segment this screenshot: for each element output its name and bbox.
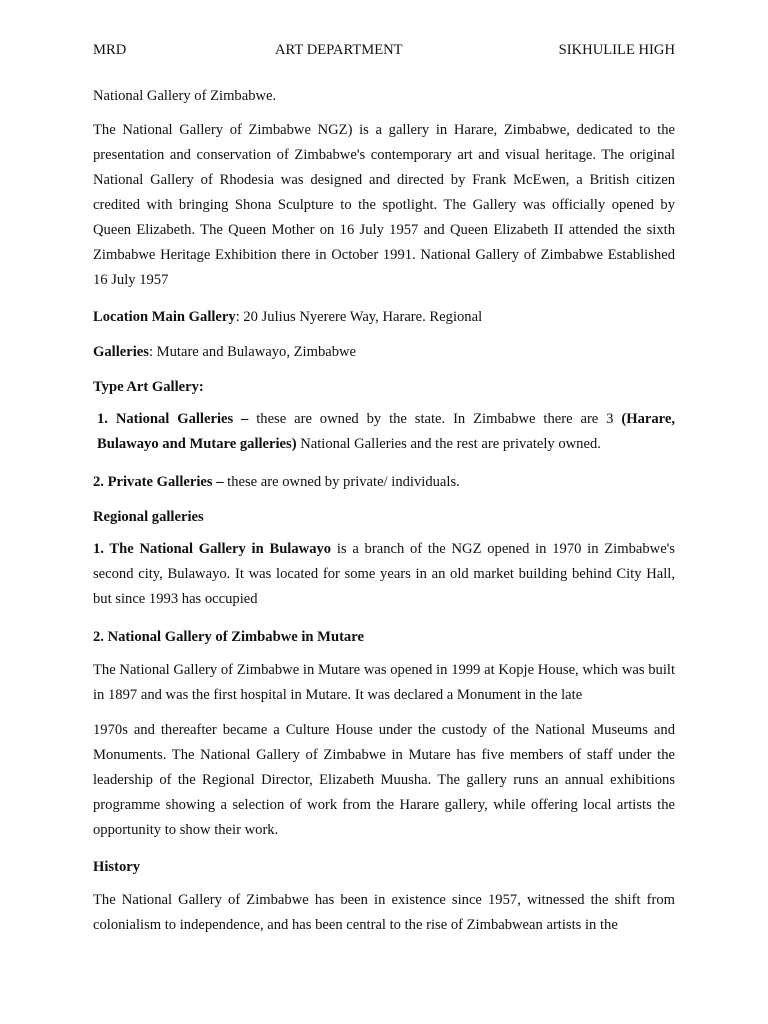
- national-galleries-paragraph: [93, 407, 675, 457]
- header-left: MRD: [93, 42, 127, 58]
- mutare-paragraph-2: 1970s and thereafter became a Culture House under the custody of the National Museums and Monuments. The National Gallery of Zimbabwe in Mutare has five members of staff under the leadership of the Regional Director, Elizabeth Muusha. The gallery runs an annual exhibitions programme showing a selection of work from the Harare gallery, while offering local artists the opportunity to show their work.: [93, 722, 675, 838]
- page-header: [93, 42, 675, 62]
- national-bold-list: (Harare, Bulawayo and Mutare galleries): [97, 411, 675, 452]
- galleries-text: : Mutare and Bulawayo, Zimbabwe: [148, 344, 357, 360]
- national-text-1: these are owned by the state. In Zimbabwe there are 3: [248, 411, 622, 427]
- regional-heading: Regional galleries: [93, 509, 204, 525]
- location-text: : 20 Julius Nyerere Way, Harare. Regional: [235, 309, 483, 325]
- document-title: National Gallery of Zimbabwe.: [93, 88, 277, 104]
- bulawayo-label: 1. The National Gallery in Bulawayo: [93, 541, 332, 557]
- mutare-paragraph-1: The National Gallery of Zimbabwe in Mutare was opened in 1999 at Kopje House, which was built in 1897 and was the first hospital in Mutare. It was declared a Monument in the late: [93, 662, 675, 703]
- national-text-2: National Galleries and the rest are privately owned.: [296, 436, 601, 452]
- national-label: 1. National Galleries –: [97, 411, 249, 427]
- private-label: 2. Private Galleries –: [93, 474, 224, 490]
- history-heading: History: [93, 859, 141, 875]
- history-paragraph: The National Gallery of Zimbabwe has been in existence since 1957, witnessed the shift from colonialism to independence, and has been central to the rise of Zimbabwean artists in the: [93, 892, 675, 933]
- location-label: Location Main Gallery: [93, 309, 236, 325]
- type-heading: Type Art Gallery:: [93, 379, 204, 395]
- galleries-label: Galleries: [93, 344, 149, 360]
- bulawayo-paragraph: [93, 537, 675, 612]
- private-text: these are owned by private/ individuals.: [223, 474, 460, 490]
- header-center: ART DEPARTMENT: [275, 42, 403, 58]
- bulawayo-text: is a branch of the NGZ opened in 1970 in Zimbabwe's second city, Bulawayo. It was located for some years in an old market building behind City Hall, but since 1993 has occupied: [93, 541, 675, 607]
- intro-text: The National Gallery of Zimbabwe NGZ) is a gallery in Harare, Zimbabwe, dedicated to the presentation and conservation of Zimbabwe's contemporary art and visual heritage. The original National Gallery of Rhodesia was designed and directed by Frank McEwen, a British citizen credited with bringing Shona Sculpture to the spotlight. The Gallery was officially opened by Queen Elizabeth. The Queen Mother on 16 July 1957 and Queen Elizabeth II attended the sixth Zimbabwe Heritage Exhibition there in October 1991. National Gallery of Zimbabwe Established 16 July 1957: [93, 122, 675, 288]
- mutare-heading: 2. National Gallery of Zimbabwe in Mutare: [93, 629, 364, 645]
- location-line: [93, 307, 675, 327]
- galleries-line: [93, 342, 675, 362]
- header-right: SIKHULILE HIGH: [558, 42, 675, 58]
- private-galleries-line: [93, 472, 675, 492]
- intro-paragraph: [93, 118, 675, 293]
